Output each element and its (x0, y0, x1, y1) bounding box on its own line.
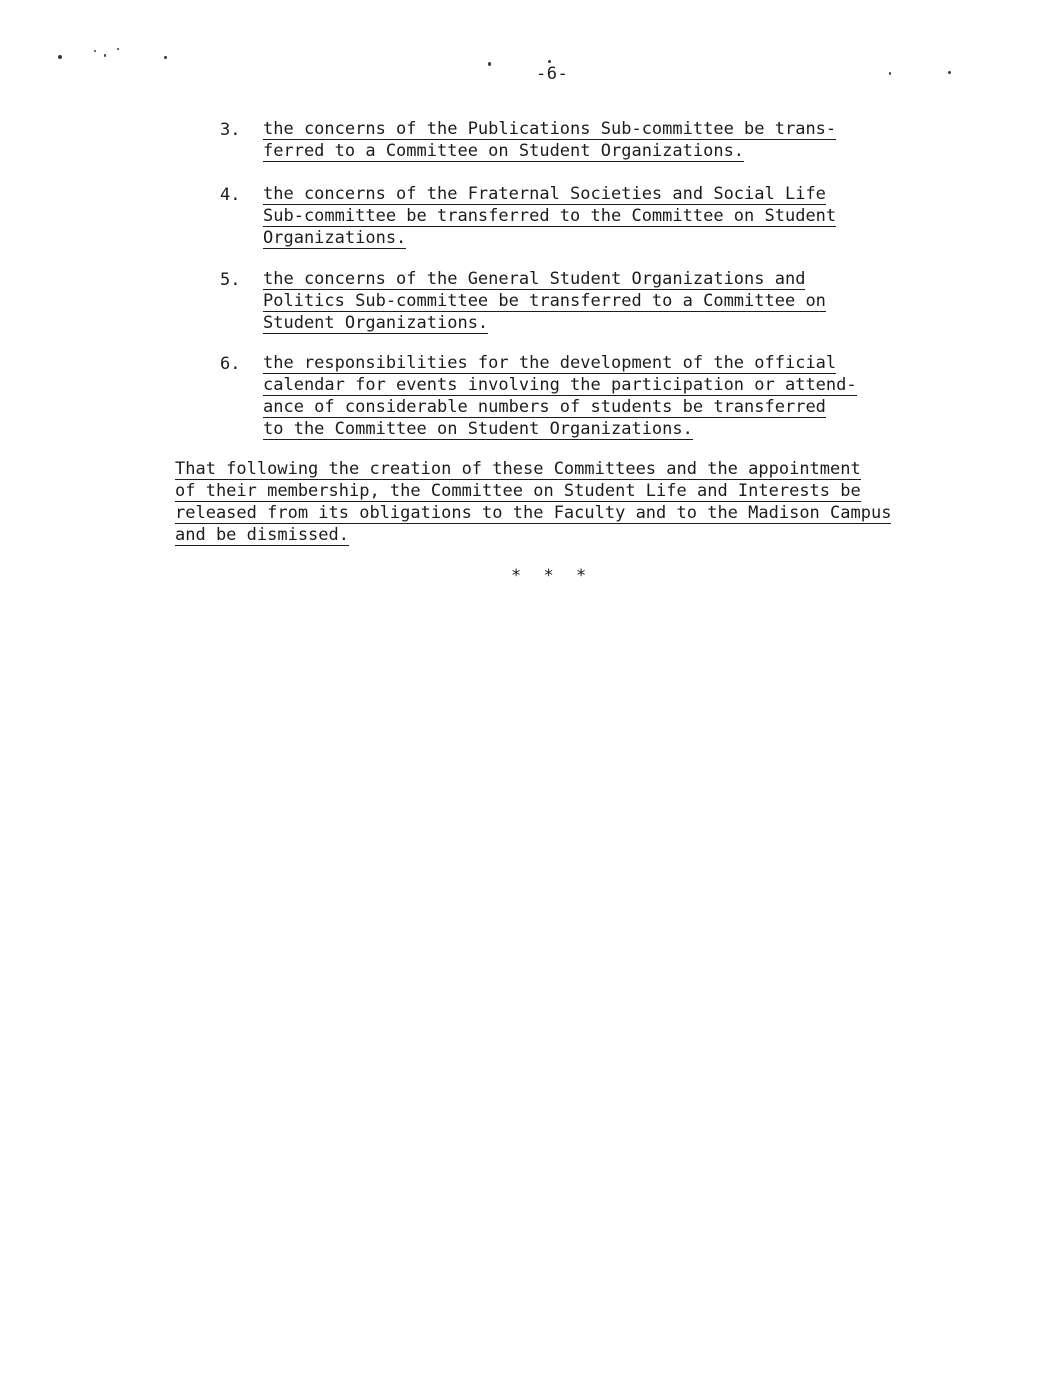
text-line: the concerns of the General Student Organizations and (263, 269, 806, 289)
text-line: to the Committee on Student Organizations. (263, 419, 693, 439)
list-item-3 (220, 120, 836, 164)
text-line: released from its obligations to the Faculty and to the Madison Campus (175, 503, 892, 523)
list-item-text (263, 354, 857, 442)
text-line: Politics Sub-committee be transferred to a Committee on (263, 291, 826, 311)
text-line: the concerns of the Publications Sub-committee be trans- (263, 119, 837, 139)
list-item-number: 5. (220, 270, 241, 290)
end-mark: * * * (511, 566, 593, 586)
text-line: the responsibilities for the development of the official (263, 353, 837, 373)
scan-speck (104, 54, 106, 57)
list-item-text (263, 185, 836, 251)
list-item-number: 6. (220, 354, 241, 374)
list-item-5 (220, 270, 826, 336)
text-line: Organizations. (263, 228, 407, 248)
text-line: Student Organizations. (263, 313, 489, 333)
list-item-text (263, 270, 826, 336)
text-line: That following the creation of these Committees and the appointment (175, 459, 861, 479)
scan-speck (948, 71, 951, 74)
text-line: and be dismissed. (175, 525, 349, 545)
text-line: ance of considerable numbers of students be transferred (263, 397, 826, 417)
scan-speck (889, 72, 891, 75)
scan-speck (164, 56, 167, 59)
list-item-4 (220, 185, 836, 251)
text-line: ferred to a Committee on Student Organizations. (263, 141, 745, 161)
list-item-number: 4. (220, 185, 241, 205)
list-item-6 (220, 354, 857, 442)
closing-paragraph (175, 460, 891, 548)
list-item-number: 3. (220, 120, 241, 140)
text-line: calendar for events involving the participation or attend- (263, 375, 857, 395)
list-item-text (263, 120, 836, 164)
page-number: -6- (536, 64, 569, 84)
scan-speck (488, 62, 491, 66)
scan-speck (117, 48, 119, 50)
scan-speck (548, 60, 551, 63)
text-line: of their membership, the Committee on Student Life and Interests be (175, 481, 861, 501)
text-line: Sub-committee be transferred to the Committee on Student (263, 206, 837, 226)
text-line: the concerns of the Fraternal Societies and Social Life (263, 184, 826, 204)
scan-speck (94, 50, 96, 52)
scan-speck (58, 55, 62, 59)
